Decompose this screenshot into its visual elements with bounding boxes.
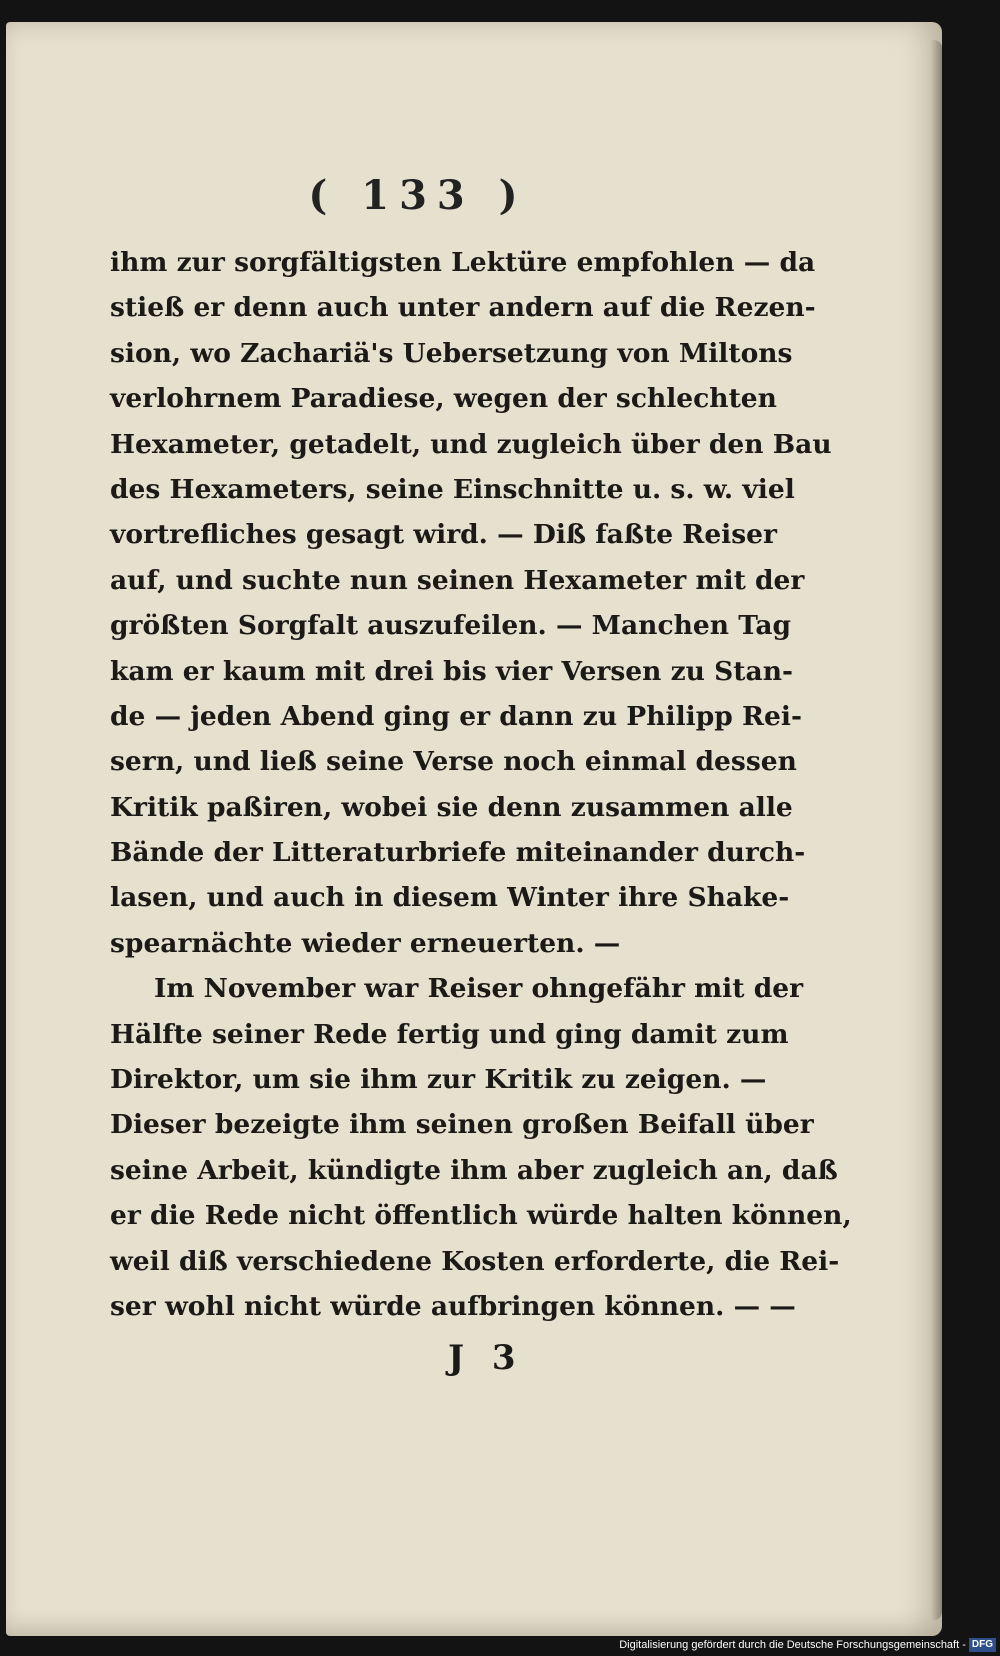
text-line: sion, wo Zachariä's Uebersetzung von Miltons [110, 337, 793, 369]
text-line: ser wohl nicht würde aufbringen können. — — [110, 1290, 796, 1322]
text-line: stieß er denn auch unter andern auf die Rezen- [110, 292, 816, 324]
text-line: seine Arbeit, kündigte ihm aber zugleich an, daß [110, 1154, 838, 1186]
text-line: sern, und ließ seine Verse noch einmal dessen [110, 746, 797, 778]
text-line: Im November war Reiser ohngefähr mit der [154, 973, 804, 1005]
text-line: verlohrnem Paradiese, wegen der schlechten [110, 383, 777, 415]
text-line: lasen, und auch in diesem Winter ihre Shake- [110, 882, 790, 914]
text-line: Hälfte seiner Rede fertig und ging damit zum [110, 1018, 789, 1050]
text-line: ihm zur sorgfältigsten Lektüre empfohlen — da [110, 247, 816, 278]
text-line: größten Sorgfalt auszufeilen. — Manchen Tag [110, 610, 792, 642]
text-line: Dieser bezeigte ihm seinen großen Beifall über [110, 1109, 814, 1141]
text-line: Hexameter, getadelt, und zugleich über den Bau [110, 428, 832, 460]
page-edge [930, 40, 942, 1620]
text-line: des Hexameters, seine Einschnitte u. s. w. viel [110, 473, 795, 505]
text-line: de — jeden Abend ging er dann zu Philipp Rei- [110, 700, 802, 732]
body-text [110, 240, 852, 1329]
text-line: auf, und suchte nun seinen Hexameter mit der [110, 564, 805, 596]
text-line: vortrefliches gesagt wird. — Diß faßte Reiser [110, 519, 777, 551]
text-line: er die Rede nicht öffentlich würde halten können, [110, 1200, 852, 1232]
page-number: ( 133 ) [308, 172, 528, 219]
text-line: Kritik paßiren, wobei sie denn zusammen alle [110, 791, 793, 823]
credit-text: Digitalisierung gefördert durch die Deutsche Forschungsgemeinschaft - [619, 1639, 966, 1651]
digitization-credit [619, 1638, 996, 1652]
text-line: kam er kaum mit drei bis vier Versen zu Stan- [110, 655, 793, 687]
text-line: Bände der Litteraturbriefe miteinander durch- [110, 837, 806, 869]
text-line: weil diß verschiedene Kosten erforderte, die Rei- [110, 1245, 840, 1277]
text-line: spearnächte wieder erneuerten. — [110, 927, 621, 959]
dfg-logo: DFG [969, 1638, 996, 1652]
signature-mark: J 3 [448, 1338, 524, 1378]
text-line: Direktor, um sie ihm zur Kritik zu zeigen. — [110, 1064, 767, 1096]
